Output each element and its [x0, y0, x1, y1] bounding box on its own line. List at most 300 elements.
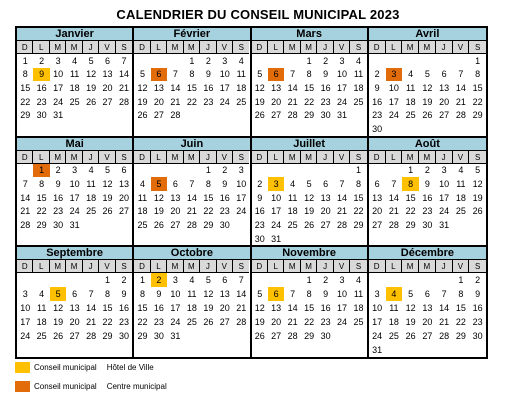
day-cell: 18: [186, 303, 197, 314]
day-cell: 28: [337, 219, 348, 230]
day-cell: 18: [236, 83, 247, 94]
day-cell: 24: [20, 331, 31, 342]
day-cell: 27: [372, 219, 383, 230]
day-cell: 22: [353, 206, 364, 217]
day-cell: 19: [304, 206, 315, 217]
day-cell: 10: [20, 303, 31, 314]
day-cell: 15: [20, 83, 31, 94]
day-cell: 22: [304, 317, 315, 328]
day-cell: 12: [254, 303, 265, 314]
weekday-header: D: [369, 151, 386, 164]
empty-cell: [252, 54, 268, 68]
month-name: Juin: [134, 138, 249, 151]
day-cell: 30: [153, 331, 164, 342]
day-cell: 21: [236, 303, 247, 314]
empty-cell: [268, 54, 284, 68]
day-cell: 11: [353, 69, 364, 80]
weekday-header: D: [17, 151, 33, 164]
day-cell: 10: [439, 179, 450, 190]
day-cell: 7: [22, 179, 28, 190]
weekday-header: M: [167, 151, 183, 164]
day-cell: 1: [205, 165, 211, 176]
day-cell: 25: [287, 219, 298, 230]
day-cell: 14: [287, 303, 298, 314]
day-cell: 25: [353, 96, 364, 107]
day-cell: 26: [102, 206, 113, 217]
day-cell: 8: [306, 289, 312, 300]
day-cell: 1: [105, 275, 111, 286]
weekday-header: M: [66, 41, 82, 54]
day-cell: 28: [186, 219, 197, 230]
day-cell: 24: [271, 219, 282, 230]
weekday-header: V: [217, 41, 233, 54]
weekday-header: J: [317, 41, 333, 54]
day-cell: 15: [304, 83, 315, 94]
day-cell: 12: [137, 83, 148, 94]
day-cell: 24: [236, 206, 247, 217]
day-cell: 1: [139, 275, 145, 286]
day-cell: 2: [475, 275, 481, 286]
weekday-header: J: [317, 260, 333, 273]
day-cell: 29: [137, 331, 148, 342]
day-cell: 24: [372, 331, 383, 342]
weekday-header: M: [167, 260, 183, 273]
day-cell: 29: [36, 219, 47, 230]
day-cell: 24: [69, 206, 80, 217]
day-cell: 19: [472, 192, 483, 203]
day-cell: 3: [55, 55, 61, 66]
weekday-header: M: [184, 151, 200, 164]
weekday-header: L: [268, 260, 284, 273]
day-cell: 30: [320, 331, 331, 342]
day-cell: 13: [439, 83, 450, 94]
day-cell: 29: [353, 219, 364, 230]
weekday-header: D: [252, 41, 268, 54]
day-cell: 7: [238, 275, 244, 286]
day-cell: 17: [337, 83, 348, 94]
day-cell: 5: [424, 69, 430, 80]
day-cell: 10: [271, 192, 282, 203]
legend-hotel-de-ville: [15, 362, 154, 373]
legend-place: Centre municipal: [106, 382, 167, 391]
day-cell: 31: [170, 331, 181, 342]
day-cell: 16: [219, 192, 230, 203]
day-cell: 28: [439, 331, 450, 342]
day-cell: 19: [203, 303, 214, 314]
day-cell: 11: [187, 289, 197, 300]
weekday-header: S: [233, 41, 249, 54]
day-cell: 26: [153, 219, 164, 230]
month-1: [134, 28, 251, 138]
day-cell: 8: [458, 289, 464, 300]
month-9: [134, 247, 251, 357]
meeting-day: 3: [386, 68, 403, 82]
day-cell: 3: [72, 165, 78, 176]
meeting-day: 6: [268, 287, 284, 301]
month-name: Août: [369, 138, 486, 151]
day-cell: 24: [388, 110, 399, 121]
day-cell: 19: [254, 96, 265, 107]
weekday-header: V: [453, 151, 470, 164]
day-cell: 27: [422, 331, 433, 342]
day-cell: 27: [271, 110, 282, 121]
day-cell: 7: [290, 289, 296, 300]
day-cell: 29: [304, 331, 315, 342]
month-5: [134, 138, 251, 248]
day-cell: 1: [306, 275, 312, 286]
day-cell: 22: [455, 317, 466, 328]
empty-cell: [436, 54, 453, 68]
weekday-header: D: [17, 41, 33, 54]
day-cell: 14: [20, 192, 31, 203]
day-cell: 21: [86, 317, 97, 328]
day-cell: 8: [475, 69, 481, 80]
meeting-day: 6: [151, 68, 167, 82]
empty-cell: [419, 54, 436, 68]
day-cell: 30: [53, 219, 64, 230]
weekday-header: S: [116, 41, 132, 54]
day-cell: 7: [88, 289, 94, 300]
day-cell: 5: [475, 165, 481, 176]
day-cell: 17: [337, 303, 348, 314]
day-cell: 13: [271, 303, 282, 314]
day-cell: 20: [69, 317, 80, 328]
day-cell: 9: [323, 69, 329, 80]
day-cell: 27: [102, 96, 113, 107]
day-cell: 18: [405, 96, 416, 107]
day-cell: 11: [405, 83, 416, 94]
weekday-header: J: [436, 151, 453, 164]
meeting-day: 5: [151, 177, 167, 191]
day-cell: 30: [422, 219, 433, 230]
weekday-header: L: [386, 151, 403, 164]
day-cell: 28: [388, 219, 399, 230]
day-cell: 24: [337, 317, 348, 328]
day-cell: 31: [372, 345, 383, 355]
day-cell: 8: [105, 289, 111, 300]
weekday-header: M: [184, 260, 200, 273]
weekday-header: J: [200, 151, 216, 164]
day-cell: 8: [205, 179, 211, 190]
day-cell: 23: [320, 96, 331, 107]
day-cell: 12: [422, 83, 433, 94]
day-cell: 17: [20, 317, 31, 328]
day-cell: 7: [441, 289, 447, 300]
day-cell: 30: [119, 331, 130, 342]
empty-cell: [268, 164, 284, 178]
meeting-day: 6: [268, 68, 284, 82]
day-cell: 20: [102, 83, 113, 94]
month-name: Avril: [369, 28, 486, 41]
day-cell: 19: [86, 83, 97, 94]
day-cell: 4: [72, 55, 78, 66]
weekday-header: D: [369, 41, 386, 54]
day-cell: 9: [121, 289, 127, 300]
day-cell: 16: [203, 83, 214, 94]
day-cell: 8: [306, 69, 312, 80]
day-cell: 6: [323, 179, 329, 190]
empty-cell: [134, 164, 150, 178]
weekday-header: D: [252, 260, 268, 273]
empty-cell: [284, 54, 300, 68]
day-cell: 21: [455, 96, 466, 107]
day-cell: 4: [408, 69, 414, 80]
day-cell: 8: [22, 69, 28, 80]
day-cell: 16: [153, 303, 164, 314]
day-cell: 18: [287, 206, 298, 217]
day-cell: 10: [372, 303, 383, 314]
day-cell: 25: [236, 96, 247, 107]
day-cell: 30: [254, 233, 265, 244]
day-cell: 4: [88, 165, 94, 176]
month-name: Mars: [252, 28, 367, 41]
weekday-header: S: [233, 260, 249, 273]
day-cell: 23: [36, 96, 47, 107]
weekday-header: V: [334, 260, 350, 273]
day-cell: 16: [36, 83, 47, 94]
month-2: [252, 28, 369, 138]
weekday-header: S: [116, 151, 132, 164]
day-cell: 4: [238, 55, 244, 66]
weekday-header: J: [436, 41, 453, 54]
day-cell: 16: [119, 303, 130, 314]
day-cell: 25: [36, 331, 47, 342]
weekday-header: J: [317, 151, 333, 164]
day-cell: 16: [320, 83, 331, 94]
day-cell: 8: [356, 179, 362, 190]
day-cell: 8: [189, 69, 195, 80]
day-cell: 7: [391, 179, 397, 190]
day-cell: 25: [137, 219, 148, 230]
day-cell: 31: [337, 110, 348, 121]
day-cell: 11: [37, 303, 47, 314]
day-cell: 14: [388, 192, 399, 203]
weekday-header: M: [66, 260, 82, 273]
day-cell: 23: [203, 96, 214, 107]
day-cell: 10: [219, 69, 230, 80]
day-cell: 16: [254, 206, 265, 217]
day-cell: 17: [388, 96, 399, 107]
day-cell: 28: [170, 110, 181, 121]
weekday-header: M: [301, 41, 317, 54]
day-cell: 19: [153, 206, 164, 217]
day-cell: 24: [219, 96, 230, 107]
day-cell: 13: [69, 303, 80, 314]
day-cell: 12: [102, 179, 113, 190]
empty-cell: [17, 164, 33, 178]
weekday-header: M: [167, 41, 183, 54]
day-cell: 12: [203, 289, 214, 300]
month-11: [369, 247, 486, 357]
day-cell: 9: [156, 289, 162, 300]
day-cell: 9: [323, 289, 329, 300]
month-name: Mai: [17, 138, 132, 151]
day-cell: 5: [257, 289, 263, 300]
empty-cell: [317, 164, 333, 178]
empty-cell: [184, 164, 200, 178]
day-cell: 26: [137, 110, 148, 121]
day-cell: 2: [39, 55, 45, 66]
day-cell: 11: [69, 69, 80, 80]
day-cell: 14: [236, 289, 247, 300]
legend-place: Hôtel de Ville: [106, 363, 154, 372]
day-cell: 2: [205, 55, 211, 66]
day-cell: 17: [53, 83, 64, 94]
day-cell: 23: [254, 219, 265, 230]
day-cell: 11: [456, 179, 466, 190]
day-cell: 22: [36, 206, 47, 217]
month-3: [369, 28, 486, 138]
day-cell: 22: [102, 317, 113, 328]
day-cell: 16: [422, 192, 433, 203]
month-8: [17, 247, 134, 357]
day-cell: 3: [238, 165, 244, 176]
day-cell: 22: [405, 206, 416, 217]
month-name: Juillet: [252, 138, 367, 151]
day-cell: 14: [186, 192, 197, 203]
day-cell: 22: [20, 96, 31, 107]
day-cell: 31: [439, 219, 450, 230]
day-cell: 26: [203, 317, 214, 328]
day-cell: 16: [472, 303, 483, 314]
weekday-header: J: [83, 41, 99, 54]
weekday-header: L: [33, 151, 49, 164]
empty-cell: [301, 164, 317, 178]
day-cell: 22: [186, 96, 197, 107]
meeting-day: 2: [151, 273, 167, 287]
weekday-header: M: [284, 151, 300, 164]
weekday-header: L: [268, 151, 284, 164]
weekday-header: J: [83, 151, 99, 164]
day-cell: 14: [170, 83, 181, 94]
weekday-header: M: [50, 151, 66, 164]
day-cell: 5: [257, 69, 263, 80]
day-cell: 1: [356, 165, 362, 176]
day-cell: 20: [320, 206, 331, 217]
weekday-header: S: [469, 260, 486, 273]
day-cell: 23: [472, 317, 483, 328]
day-cell: 23: [53, 206, 64, 217]
day-cell: 19: [102, 192, 113, 203]
day-cell: 23: [320, 317, 331, 328]
day-cell: 11: [236, 69, 246, 80]
legend-label: Conseil municipal: [34, 382, 97, 391]
empty-cell: [134, 54, 150, 68]
day-cell: 19: [137, 96, 148, 107]
weekday-header: V: [99, 260, 115, 273]
month-4: [17, 138, 134, 248]
day-cell: 6: [424, 289, 430, 300]
day-cell: 15: [353, 192, 364, 203]
day-cell: 10: [388, 83, 399, 94]
day-cell: 15: [405, 192, 416, 203]
day-cell: 28: [119, 96, 130, 107]
weekday-header: M: [301, 260, 317, 273]
day-cell: 14: [455, 83, 466, 94]
day-cell: 21: [388, 206, 399, 217]
day-cell: 2: [121, 275, 127, 286]
day-cell: 20: [271, 96, 282, 107]
day-cell: 24: [439, 206, 450, 217]
day-cell: 10: [170, 289, 181, 300]
day-cell: 9: [222, 179, 228, 190]
empty-cell: [252, 164, 268, 178]
day-cell: 26: [53, 331, 64, 342]
day-cell: 4: [39, 289, 45, 300]
empty-cell: [151, 164, 167, 178]
month-name: Décembre: [369, 247, 486, 260]
weekday-header: M: [184, 41, 200, 54]
day-cell: 5: [205, 275, 211, 286]
day-cell: 23: [153, 317, 164, 328]
day-cell: 25: [86, 206, 97, 217]
day-cell: 31: [271, 233, 282, 244]
day-cell: 18: [353, 303, 364, 314]
weekday-header: M: [419, 260, 436, 273]
day-cell: 23: [119, 317, 130, 328]
day-cell: 7: [290, 69, 296, 80]
day-cell: 6: [441, 69, 447, 80]
day-cell: 27: [170, 219, 181, 230]
day-cell: 24: [337, 96, 348, 107]
day-cell: 1: [189, 55, 195, 66]
day-cell: 14: [337, 192, 348, 203]
day-cell: 5: [88, 55, 94, 66]
day-cell: 21: [337, 206, 348, 217]
meeting-day: 4: [386, 287, 403, 301]
day-cell: 25: [388, 331, 399, 342]
day-cell: 7: [189, 179, 195, 190]
day-cell: 6: [172, 179, 178, 190]
day-cell: 4: [290, 179, 296, 190]
weekday-header: S: [350, 41, 366, 54]
day-cell: 14: [287, 83, 298, 94]
day-cell: 26: [254, 331, 265, 342]
weekday-header: L: [33, 260, 49, 273]
day-cell: 15: [203, 192, 214, 203]
empty-cell: [252, 273, 268, 287]
empty-cell: [369, 273, 386, 287]
month-7: [369, 138, 486, 248]
day-cell: 14: [439, 303, 450, 314]
page-title: CALENDRIER DU CONSEIL MUNICIPAL 2023: [116, 7, 400, 22]
day-cell: 15: [472, 83, 483, 94]
day-cell: 3: [374, 289, 380, 300]
empty-cell: [402, 54, 419, 68]
day-cell: 15: [455, 303, 466, 314]
day-cell: 21: [119, 83, 130, 94]
day-cell: 18: [36, 317, 47, 328]
day-cell: 11: [353, 289, 364, 300]
day-cell: 20: [372, 206, 383, 217]
empty-cell: [386, 54, 403, 68]
empty-cell: [284, 164, 300, 178]
day-cell: 22: [137, 317, 148, 328]
empty-cell: [402, 273, 419, 287]
day-cell: 17: [439, 192, 450, 203]
day-cell: 16: [372, 96, 383, 107]
day-cell: 19: [254, 317, 265, 328]
day-cell: 22: [203, 206, 214, 217]
day-cell: 22: [304, 96, 315, 107]
day-cell: 30: [320, 110, 331, 121]
weekday-header: V: [217, 260, 233, 273]
day-cell: 7: [339, 179, 345, 190]
month-name: Septembre: [17, 247, 132, 260]
day-cell: 26: [405, 331, 416, 342]
day-cell: 23: [422, 206, 433, 217]
day-cell: 23: [219, 206, 230, 217]
